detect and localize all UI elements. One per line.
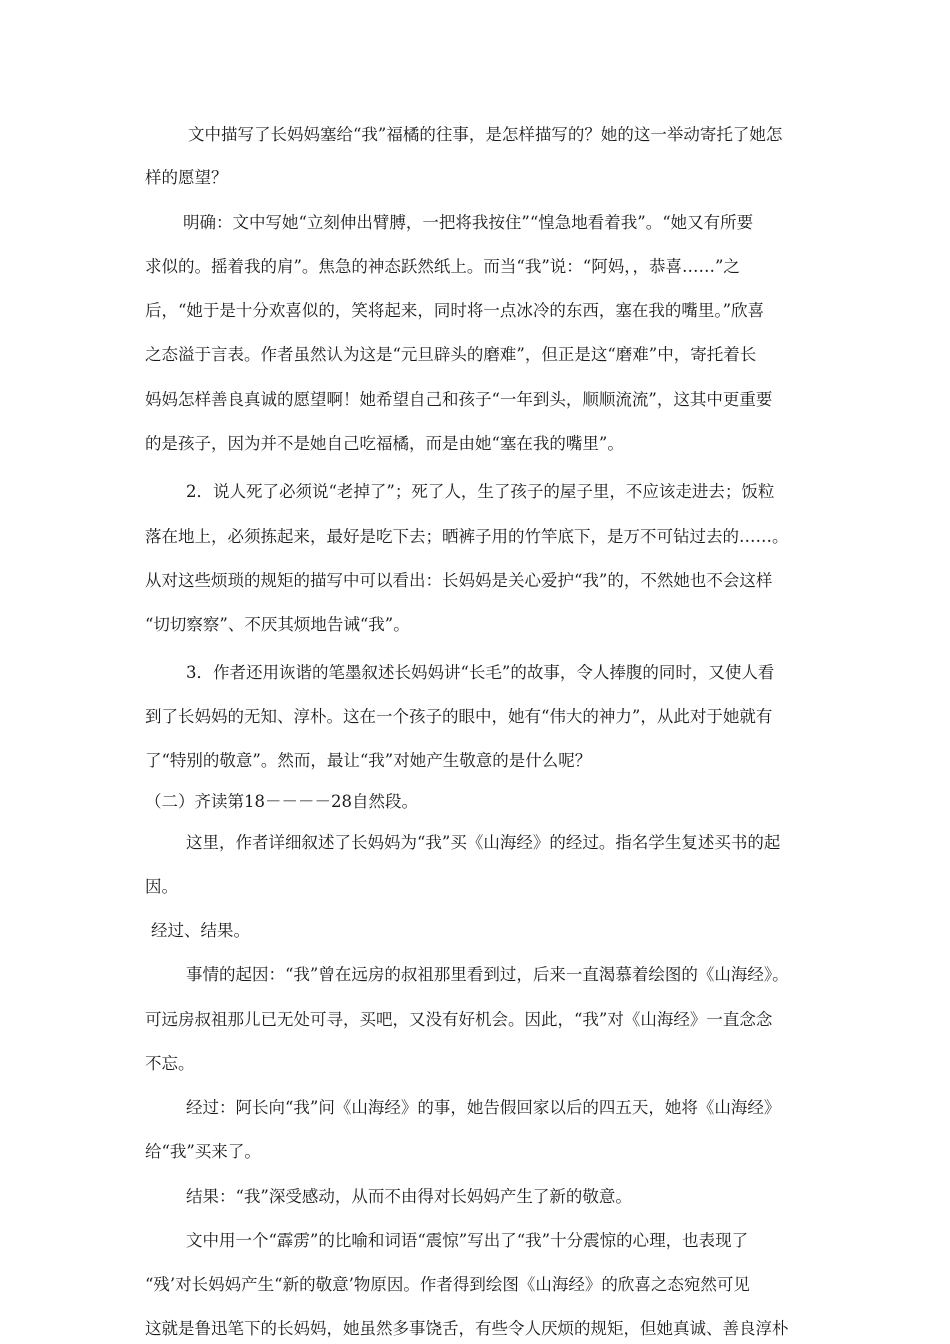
text-line: 可远房叔祖那儿已无处可寻，买吧，又没有好机会。因此，“我”对《山海经》一直念念 bbox=[145, 1010, 773, 1029]
text-line: 2．说人死了必须说“老掉了”；死了人，生了孩子的屋子里，不应该走进去；饭粒 bbox=[186, 482, 775, 501]
text-line: 这就是鲁迅笔下的长妈妈，她虽然多事饶舌，有些令人厌烦的规矩，但她真诚、善良淳朴 bbox=[145, 1319, 789, 1338]
text-line: 的是孩子，因为并不是她自己吃福橘，而是由她“塞在我的嘴里”。 bbox=[145, 434, 624, 453]
text-line: 样的愿望？ bbox=[145, 168, 228, 187]
text-line: 明确：文中写她“立刻伸出臂膊，一把将我按住”“惶急地看着我”。“她又有所要 bbox=[183, 213, 754, 232]
text-line: 妈妈怎样善良真诚的愿望啊！她希望自己和孩子“一年到头，顺顺流流”，这其中更重要 bbox=[145, 390, 773, 409]
text-line: 这里，作者详细叙述了长妈妈为“我”买《山海经》的经过。指名学生复述买书的起 bbox=[186, 833, 781, 852]
text-line: 之态溢于言表。作者虽然认为这是“元旦辟头的磨难”，但正是这“磨难”中，寄托着长 bbox=[145, 345, 757, 364]
text-line: 因。 bbox=[145, 877, 178, 896]
text-line: 给“我”买来了。 bbox=[145, 1142, 261, 1161]
text-line: 后，“她于是十分欢喜似的，笑将起来，同时将一点冰冷的东西，塞在我的嘴里。”欣喜 bbox=[145, 301, 765, 320]
text-line: 结果：“我”深受感动，从而不由得对长妈妈产生了新的敬意。 bbox=[186, 1187, 632, 1206]
text-line: 从对这些烦琐的规矩的描写中可以看出：长妈妈是关心爱护“我”的，不然她也不会这样 bbox=[145, 571, 773, 590]
text-line: “残’对长妈妈产生“新的敬意’物原因。作者得到绘图《山海经》的欣喜之态宛然可见 bbox=[145, 1275, 750, 1294]
text-line: 事情的起因：“我”曾在远房的叔祖那里看到过，后来一直渴慕着绘图的《山海经》。 bbox=[186, 965, 789, 984]
section-heading: （二）齐读第18－－－－28自然段。 bbox=[145, 792, 418, 811]
text-line: 经过：阿长向“我”问《山海经》的事，她告假回家以后的四五天，她将《山海经》 bbox=[186, 1098, 781, 1117]
text-line: 求似的。摇着我的肩”。焦急的神态跃然纸上。而当“我”说：“阿妈，，恭喜……”之 bbox=[145, 257, 740, 276]
text-line: 了“特别的敬意”。然而，最让“我”对她产生敬意的是什么呢？ bbox=[145, 751, 592, 770]
text-line: 3．作者还用诙谐的笔墨叙述长妈妈讲“长毛”的故事，令人捧腹的同时，又使人看 bbox=[186, 663, 775, 682]
text-line: 到了长妈妈的无知、淳朴。这在一个孩子的眼中，她有“伟大的神力”，从此对于她就有 bbox=[145, 707, 773, 726]
text-line: 文中用一个“霹雳”的比喻和词语“震惊”写出了“我”十分震惊的心理，也表现了 bbox=[186, 1231, 749, 1250]
text-line: 文中描写了长妈妈塞给“我”福橘的往事，是怎样描写的？她的这一举动寄托了她怎 bbox=[188, 125, 783, 144]
text-line: “切切察察”、不厌其烦地告诫“我”。 bbox=[145, 615, 410, 634]
text-line: 不忘。 bbox=[145, 1054, 195, 1073]
text-line: 经过、结果。 bbox=[151, 921, 250, 940]
text-line: 落在地上，必须拣起来，最好是吃下去；晒裤子用的竹竿底下，是万不可钻过去的……。 bbox=[145, 527, 789, 546]
